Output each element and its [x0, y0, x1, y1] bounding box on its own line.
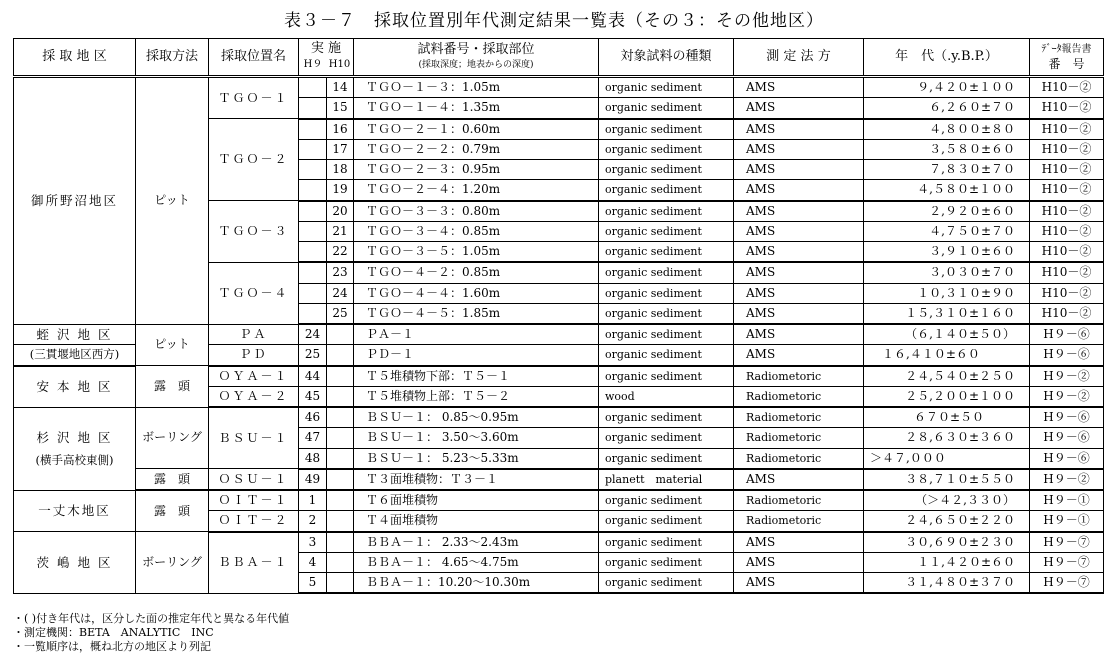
report-cell: H10－② [1030, 77, 1104, 98]
table-row [14, 324, 1104, 345]
table-cell: ４,５８０±１００ [864, 180, 1030, 201]
table-cell: 23 [327, 262, 354, 283]
table-cell: H９－① [1030, 490, 1104, 511]
position-cell: ＯＹＡ－２ [209, 386, 299, 407]
table-cell: AMS [734, 242, 864, 263]
table-cell: ２８,６３０±３６０ [864, 428, 1030, 448]
method-cell: 露 頭 [136, 366, 209, 408]
table-cell: AMS [734, 98, 864, 119]
table-cell: H10－② [1030, 303, 1104, 324]
table-cell: ＴＧＯ－２－４：1.20m [354, 180, 599, 201]
table-cell: Radiometoric [734, 511, 864, 532]
footnote: ・( )付き年代は，区分した面の推定年代と異なる年代値 [13, 612, 290, 625]
table-cell [299, 98, 327, 119]
table-cell: ＴＧＯ－３－５：1.05m [354, 242, 599, 263]
table-cell [299, 160, 327, 180]
table-cell: AMS [734, 262, 864, 283]
table-cell: organic sediment [599, 511, 734, 532]
header-report: ﾃﾞｰﾀ報告書 番 号 [1030, 39, 1104, 77]
table-cell: Radiometoric [734, 428, 864, 448]
table-cell: 5 [299, 573, 327, 594]
area-sub-cell: (三貫堰地区西方) [14, 345, 136, 366]
table-cell: AMS [734, 201, 864, 222]
table-cell: Radiometoric [734, 407, 864, 428]
h9-cell [299, 77, 327, 98]
table-cell: H９－⑦ [1030, 573, 1104, 594]
method-cell: ピット [136, 77, 209, 325]
header-method: 採取方法 [136, 39, 209, 77]
table-cell [299, 262, 327, 283]
table-cell: organic sediment [599, 366, 734, 387]
table-cell: 44 [299, 366, 327, 387]
table-cell: organic sediment [599, 324, 734, 345]
table-cell: H９－① [1030, 511, 1104, 532]
table-cell: H９－⑥ [1030, 345, 1104, 366]
table-cell: AMS [734, 119, 864, 140]
table-cell [327, 345, 354, 366]
table-cell: H10－② [1030, 160, 1104, 180]
header-row [14, 39, 1104, 77]
table-cell: ＴＧＯ－１－４：1.35m [354, 98, 599, 119]
table-row [14, 490, 1104, 511]
table-cell: ２４,５４０±２５０ [864, 366, 1030, 387]
method-cell: ボーリング [136, 532, 209, 594]
position-cell: ＰＤ [209, 345, 299, 366]
table-cell: AMS [734, 552, 864, 572]
table-cell: １１,４２０±６０ [864, 552, 1030, 572]
position-cell: ＰＡ [209, 324, 299, 345]
header-area: 採 取 地 区 [14, 39, 136, 77]
table-cell [299, 242, 327, 263]
header-sample-sub: (採取深度；地表からの深度) [418, 60, 534, 70]
area-cell: 茨 嶋 地 区 [14, 532, 136, 594]
table-cell: organic sediment [599, 573, 734, 594]
table-cell: H９－② [1030, 366, 1104, 387]
table-cell: ＰＡ－１ [354, 324, 599, 345]
area-sub-cell: (横手高校東側) [35, 452, 114, 467]
table-cell [327, 490, 354, 511]
position-cell: ＯＩＴ－２ [209, 511, 299, 532]
table-cell: organic sediment [599, 303, 734, 324]
table-cell: AMS [734, 221, 864, 241]
table-cell [327, 324, 354, 345]
table-cell: ＢＳＵ－１： 3.50～3.60m [354, 428, 599, 448]
table-cell: Ｔ５堆積物上部：Ｔ５－２ [354, 386, 599, 407]
table-cell: organic sediment [599, 262, 734, 283]
table-cell: ３８,７１０±５５０ [864, 469, 1030, 490]
header-age: 年 代（.y.B.P.） [864, 39, 1030, 77]
table-cell: Ｔ４面堆積物 [354, 511, 599, 532]
method-cell: 露 頭 [136, 490, 209, 532]
page-title: 表３－７ 採取位置別年代測定結果一覧表（その３：その他地区） [284, 11, 824, 31]
table-row [14, 77, 1104, 98]
table-cell: 25 [327, 303, 354, 324]
age-cell: ９,４２０±１００ [864, 77, 1030, 98]
table-cell: AMS [734, 283, 864, 303]
table-cell [327, 407, 354, 428]
table-cell [327, 552, 354, 572]
table-cell: 24 [327, 283, 354, 303]
position-cell: ＯＩＴ－１ [209, 490, 299, 511]
table-cell: organic sediment [599, 552, 734, 572]
table-cell [327, 573, 354, 594]
table-cell: H９－② [1030, 386, 1104, 407]
table-cell: （６,１４０±５０） [864, 324, 1030, 345]
table-cell: 19 [327, 180, 354, 201]
position-cell: ＯＹＡ－１ [209, 366, 299, 387]
table-cell: organic sediment [599, 221, 734, 241]
table-cell: （＞４２,３３０） [864, 490, 1030, 511]
table-cell: H９－⑥ [1030, 407, 1104, 428]
table-cell: organic sediment [599, 119, 734, 140]
area-cell: 一丈木地区 [14, 490, 136, 532]
dating-results-table [13, 38, 1104, 594]
table-cell: 1 [299, 490, 327, 511]
table-cell: ＴＧＯ－２－２：0.79m [354, 139, 599, 159]
table-cell: organic sediment [599, 242, 734, 263]
table-cell: 21 [327, 221, 354, 241]
table-cell [327, 511, 354, 532]
h10-cell: 14 [327, 77, 354, 98]
table-cell: H10－② [1030, 98, 1104, 119]
position-cell: ＢＳＵ－１ [209, 407, 299, 469]
table-cell: 49 [299, 469, 327, 490]
method-cell: ボーリング [136, 407, 209, 469]
table-cell: H９－⑦ [1030, 532, 1104, 553]
table-cell: Radiometoric [734, 366, 864, 387]
table-cell: ６７０±５０ [864, 407, 1030, 428]
header-kind: 対象試料の種類 [599, 39, 734, 77]
table-cell: organic sediment [599, 283, 734, 303]
table-cell: 45 [299, 386, 327, 407]
table-cell: organic sediment [599, 490, 734, 511]
table-cell: 18 [327, 160, 354, 180]
header-h10: H10 [328, 59, 351, 70]
table-cell: organic sediment [599, 180, 734, 201]
table-cell: 15 [327, 98, 354, 119]
table-cell: H９－⑦ [1030, 552, 1104, 572]
table-cell: AMS [734, 160, 864, 180]
table-cell: ２,９２０±６０ [864, 201, 1030, 222]
table-cell: Radiometoric [734, 490, 864, 511]
table-cell [299, 139, 327, 159]
table-cell: H９－② [1030, 469, 1104, 490]
table-cell: ＴＧＯ－４－５：1.85m [354, 303, 599, 324]
table-cell: 2 [299, 511, 327, 532]
table-cell: organic sediment [599, 407, 734, 428]
table-cell: AMS [734, 139, 864, 159]
table-cell: organic sediment [599, 448, 734, 469]
table-cell: ３,９１０±６０ [864, 242, 1030, 263]
table-cell: organic sediment [599, 201, 734, 222]
measure-cell: AMS [734, 77, 864, 98]
position-cell: ＴＧＯ－３ [209, 201, 299, 263]
area-cell: 安 本 地 区 [14, 366, 136, 408]
table-cell: 4 [299, 552, 327, 572]
table-cell: H10－② [1030, 180, 1104, 201]
sample-cell: ＴＧＯ－１－３：1.05m [354, 77, 599, 98]
table-cell: H10－② [1030, 139, 1104, 159]
table-cell: ＰＤ－１ [354, 345, 599, 366]
table-cell: AMS [734, 324, 864, 345]
table-row [14, 532, 1104, 553]
table-row [14, 407, 1104, 428]
table-cell [299, 221, 327, 241]
table-cell: 48 [299, 448, 327, 469]
table-cell: ３,０３０±７０ [864, 262, 1030, 283]
table-cell: ＢＢＡ－１：10.20～10.30m [354, 573, 599, 594]
table-cell: ４,７５０±７０ [864, 221, 1030, 241]
table-cell: ＴＧＯ－４－２：0.85m [354, 262, 599, 283]
table-cell [299, 303, 327, 324]
table-cell: ＢＳＵ－１： 5.23～5.33m [354, 448, 599, 469]
position-cell: ＴＧＯ－２ [209, 119, 299, 201]
table-cell: ＴＧＯ－３－４：0.85m [354, 221, 599, 241]
table-cell: H９－⑥ [1030, 324, 1104, 345]
kind-cell: organic sediment [599, 77, 734, 98]
position-cell: ＯＳＵ－１ [209, 469, 299, 490]
table-cell: ＴＧＯ－２－３：0.95m [354, 160, 599, 180]
table-cell: ＴＧＯ－２－１：0.60m [354, 119, 599, 140]
area-cell: 蛭 沢 地 区 [14, 324, 136, 345]
header-impl: 実 施 H９ H10 [299, 39, 354, 77]
footnote: ・測定機関：BETA ANALYTIC INC [13, 626, 214, 639]
table-cell: Radiometoric [734, 448, 864, 469]
table-row [14, 366, 1104, 387]
table-row [14, 469, 1104, 490]
table-cell: organic sediment [599, 98, 734, 119]
table-cell: 20 [327, 201, 354, 222]
table-cell: ＴＧＯ－３－３：0.80m [354, 201, 599, 222]
table-cell: ＞４７,０００ [864, 448, 1030, 469]
table-cell: Radiometoric [734, 386, 864, 407]
area-cell: 御所野沼地区 [14, 77, 136, 325]
table-cell: wood [599, 386, 734, 407]
table-cell: １６,４１０±６０ [864, 345, 1030, 366]
table-cell: 46 [299, 407, 327, 428]
table-cell [327, 386, 354, 407]
table-cell: ＢＢＡ－１： 2.33～2.43m [354, 532, 599, 553]
table-cell: organic sediment [599, 139, 734, 159]
table-cell [299, 119, 327, 140]
table-cell [327, 366, 354, 387]
table-cell [299, 180, 327, 201]
footnote: ・一覧順序は，概ね北方の地区より列記 [13, 640, 211, 653]
table-cell: 22 [327, 242, 354, 263]
table-cell: H10－② [1030, 283, 1104, 303]
table-cell: ＢＢＡ－１： 4.65～4.75m [354, 552, 599, 572]
table-cell: ７,８３０±７０ [864, 160, 1030, 180]
header-position: 採取位置名 [209, 39, 299, 77]
table-cell [327, 428, 354, 448]
table-cell: １０,３１０±９０ [864, 283, 1030, 303]
table-cell [299, 283, 327, 303]
table-cell: ４,８００±８０ [864, 119, 1030, 140]
table-cell: ３０,６９０±２３０ [864, 532, 1030, 553]
header-h9: H９ [303, 59, 323, 70]
table-cell: H10－② [1030, 262, 1104, 283]
table-cell: organic sediment [599, 532, 734, 553]
table-cell [327, 469, 354, 490]
table-cell: ６,２６０±７０ [864, 98, 1030, 119]
table-cell: AMS [734, 303, 864, 324]
table-cell: H９－⑥ [1030, 448, 1104, 469]
position-cell: ＴＧＯ－４ [209, 262, 299, 324]
table-cell: 25 [299, 345, 327, 366]
table-cell: 47 [299, 428, 327, 448]
table-cell [299, 201, 327, 222]
table-cell [327, 448, 354, 469]
table-cell: ３,５８０±６０ [864, 139, 1030, 159]
table-cell: H10－② [1030, 242, 1104, 263]
method-cell: 露 頭 [136, 469, 209, 490]
table-cell: ２５,２００±１００ [864, 386, 1030, 407]
table-cell: 16 [327, 119, 354, 140]
header-sample: 試料番号・採取部位 (採取深度；地表からの深度) [354, 39, 599, 77]
position-cell: ＴＧＯ－１ [209, 77, 299, 119]
table-cell: AMS [734, 573, 864, 594]
table-cell: 17 [327, 139, 354, 159]
table-cell: AMS [734, 180, 864, 201]
table-cell: 24 [299, 324, 327, 345]
table-cell: Ｔ５堆積物下部：Ｔ５－１ [354, 366, 599, 387]
table-cell: 3 [299, 532, 327, 553]
table-cell: organic sediment [599, 428, 734, 448]
table-cell: Ｔ６面堆積物 [354, 490, 599, 511]
table-cell: organic sediment [599, 160, 734, 180]
position-cell: ＢＢＡ－１ [209, 532, 299, 594]
header-measure: 測 定 法 方 [734, 39, 864, 77]
footnotes [13, 612, 289, 654]
table-cell: AMS [734, 345, 864, 366]
table-cell: AMS [734, 532, 864, 553]
table-cell: organic sediment [599, 345, 734, 366]
table-cell: ＴＧＯ－４－４：1.60m [354, 283, 599, 303]
table-cell: H10－② [1030, 119, 1104, 140]
table-cell: ３１,４８０±３７０ [864, 573, 1030, 594]
method-cell: ピット [136, 324, 209, 366]
table-cell: H10－② [1030, 221, 1104, 241]
table-cell [327, 532, 354, 553]
area-cell: 杉 沢 地 区 (横手高校東側) [14, 407, 136, 490]
table-cell: Ｔ３面堆積物：Ｔ３－１ [354, 469, 599, 490]
table-cell: planett material [599, 469, 734, 490]
table-cell: AMS [734, 469, 864, 490]
table-cell: ＢＳＵ－１： 0.85～0.95m [354, 407, 599, 428]
table-cell: H10－② [1030, 201, 1104, 222]
table-cell: ２４,６５０±２２０ [864, 511, 1030, 532]
table-cell: H９－⑥ [1030, 428, 1104, 448]
table-cell: １５,３１０±１６０ [864, 303, 1030, 324]
